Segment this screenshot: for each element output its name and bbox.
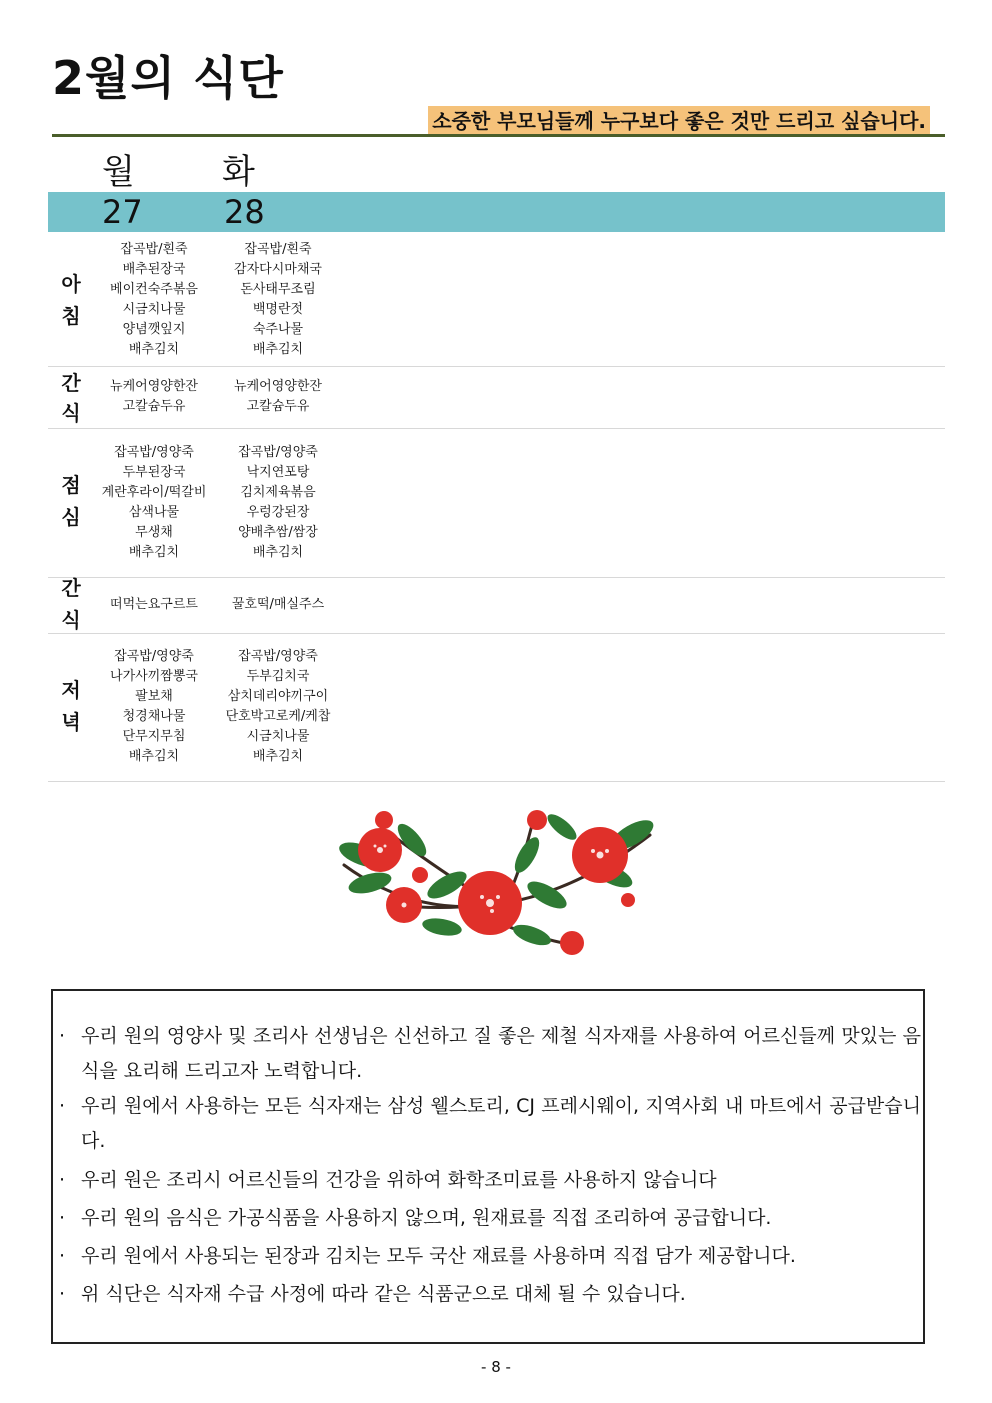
- meal-label-top: 아: [61, 272, 81, 296]
- menu-item: 단무지무침: [122, 729, 186, 744]
- date-band: [48, 192, 945, 232]
- page-title: 2월의 식단: [52, 51, 284, 105]
- menu-item: 배추김치: [128, 545, 180, 560]
- menu-column-monday: [94, 240, 214, 360]
- menu-item: 고칼슘두유: [122, 399, 186, 414]
- notice-bullet: ·: [59, 1245, 66, 1267]
- menu-item: 청경채나물: [122, 709, 186, 724]
- menu-item: 뉴케어영양한잔: [234, 379, 322, 394]
- notice-item: [59, 1019, 921, 1089]
- menu-item: 계란후라이/떡갈비: [101, 485, 207, 500]
- date-monday: 27: [102, 193, 143, 231]
- meal-label-bottom: 식: [61, 401, 81, 425]
- menu-column-monday: [94, 595, 214, 615]
- menu-item: 잡곡밥/영양죽: [114, 445, 194, 460]
- notice-item: [59, 1201, 921, 1236]
- menu-item: 백명란젓: [252, 302, 304, 317]
- menu-column-tuesday: [218, 240, 338, 360]
- notice-text: 우리 원에서 사용되는 된장과 김치는 모두 국산 재료를 사용하며 직접 담가 제공합니다.: [81, 1245, 796, 1267]
- meal-label-top: 간: [61, 576, 81, 600]
- notice-item: [59, 1239, 921, 1274]
- meal-label-bottom: 심: [61, 505, 81, 529]
- menu-column-tuesday: [218, 647, 338, 767]
- menu-item: 우렁강된장: [246, 505, 310, 520]
- menu-item: 양념깻잎지: [122, 322, 186, 337]
- notice-item: [59, 1163, 921, 1198]
- menu-column-monday: [94, 443, 214, 563]
- menu-item: 배추김치: [128, 749, 180, 764]
- notice-item: [59, 1277, 921, 1312]
- menu-item: 배추김치: [252, 749, 304, 764]
- meal-row-morning-snack: [48, 367, 945, 429]
- menu-item: 팔보채: [135, 689, 173, 704]
- notice-item: [59, 1089, 921, 1159]
- meal-row-afternoon-snack: [48, 578, 945, 634]
- menu-item: 두부된장국: [122, 465, 186, 480]
- camellia-flowers-icon: [332, 805, 662, 963]
- notice-bullet: ·: [59, 1095, 66, 1117]
- menu-item: 두부김치국: [246, 669, 310, 684]
- page-subtitle: 소중한 부모님들께 누구보다 좋은 것만 드리고 싶습니다.: [428, 106, 930, 134]
- meal-label-top: 간: [61, 371, 81, 395]
- notice-text: 위 식단은 식자재 수급 사정에 따라 같은 식품군으로 대체 될 수 있습니다.: [81, 1283, 686, 1305]
- menu-item: 꿀호떡/매실주스: [231, 597, 325, 612]
- page-number: - 8 -: [481, 1358, 511, 1376]
- menu-item: 삼색나물: [128, 505, 180, 520]
- menu-item: 숙주나물: [252, 322, 304, 337]
- menu-item: 잡곡밥/영양죽: [238, 445, 318, 460]
- menu-item: 잡곡밥/영양죽: [238, 649, 318, 664]
- menu-item: 단호박고로케/케찹: [225, 709, 331, 724]
- menu-item: 배추김치: [252, 342, 304, 357]
- menu-column-tuesday: [218, 443, 338, 563]
- menu-item: 시금치나물: [122, 302, 186, 317]
- notice-bullet: ·: [59, 1283, 66, 1305]
- notice-text: 우리 원은 조리시 어르신들의 건강을 위하여 화학조미료를 사용하지 않습니다: [81, 1169, 717, 1191]
- notice-bullet: ·: [59, 1025, 66, 1047]
- weekday-tuesday: 화: [222, 152, 255, 192]
- menu-column-tuesday: [218, 595, 338, 615]
- menu-column-monday: [94, 377, 214, 417]
- menu-item: 낙지연포탕: [246, 465, 310, 480]
- meal-label-top: 저: [61, 678, 81, 702]
- menu-item: 돈사태무조림: [240, 282, 316, 297]
- menu-item: 배추김치: [252, 545, 304, 560]
- date-tuesday: 28: [224, 193, 265, 231]
- meal-row-lunch: [48, 429, 945, 578]
- menu-item: 배추김치: [128, 342, 180, 357]
- menu-item: 감자다시마채국: [234, 262, 322, 277]
- menu-item: 떠먹는요구르트: [110, 597, 198, 612]
- menu-item: 배추된장국: [122, 262, 186, 277]
- notice-text: 우리 원에서 사용하는 모든 식자재는 삼성 웰스토리, CJ 프레시웨이, 지역사회 내 마트에서 공급받습니다.: [81, 1095, 921, 1152]
- menu-item: 잡곡밥/흰죽: [120, 242, 188, 257]
- menu-item: 베이컨숙주볶음: [110, 282, 198, 297]
- menu-item: 뉴케어영양한잔: [110, 379, 198, 394]
- notice-text: 우리 원의 영양사 및 조리사 선생님은 신선하고 질 좋은 제철 식자재를 사용하여 어르신들께 맛있는 음식을 요리해 드리고자 노력합니다.: [81, 1025, 921, 1082]
- meal-label-bottom: 침: [61, 304, 81, 328]
- notice-box: [51, 989, 925, 1344]
- menu-item: 무생채: [135, 525, 173, 540]
- menu-item: 김치제육볶음: [240, 485, 316, 500]
- notice-bullet: ·: [59, 1207, 66, 1229]
- menu-item: 잡곡밥/흰죽: [244, 242, 312, 257]
- title-divider: [52, 134, 945, 137]
- menu-column-tuesday: [218, 377, 338, 417]
- meal-label-top: 점: [61, 473, 81, 497]
- menu-item: 고칼슘두유: [246, 399, 310, 414]
- meal-row-dinner: [48, 634, 945, 782]
- notice-text: 우리 원의 음식은 가공식품을 사용하지 않으며, 원재료를 직접 조리하여 공급합니다.: [81, 1207, 772, 1229]
- menu-column-monday: [94, 647, 214, 767]
- meal-row-breakfast: [48, 234, 945, 367]
- menu-item: 시금치나물: [246, 729, 310, 744]
- menu-item: 양배추쌈/쌈장: [238, 525, 318, 540]
- meal-label-bottom: 식: [61, 608, 81, 632]
- menu-item: 나가사끼짬뽕국: [110, 669, 198, 684]
- meal-label-bottom: 녁: [61, 710, 81, 734]
- menu-item: 잡곡밥/영양죽: [114, 649, 194, 664]
- menu-item: 삼치데리야끼구이: [227, 689, 329, 704]
- weekday-monday: 월: [102, 152, 135, 192]
- notice-bullet: ·: [59, 1169, 66, 1191]
